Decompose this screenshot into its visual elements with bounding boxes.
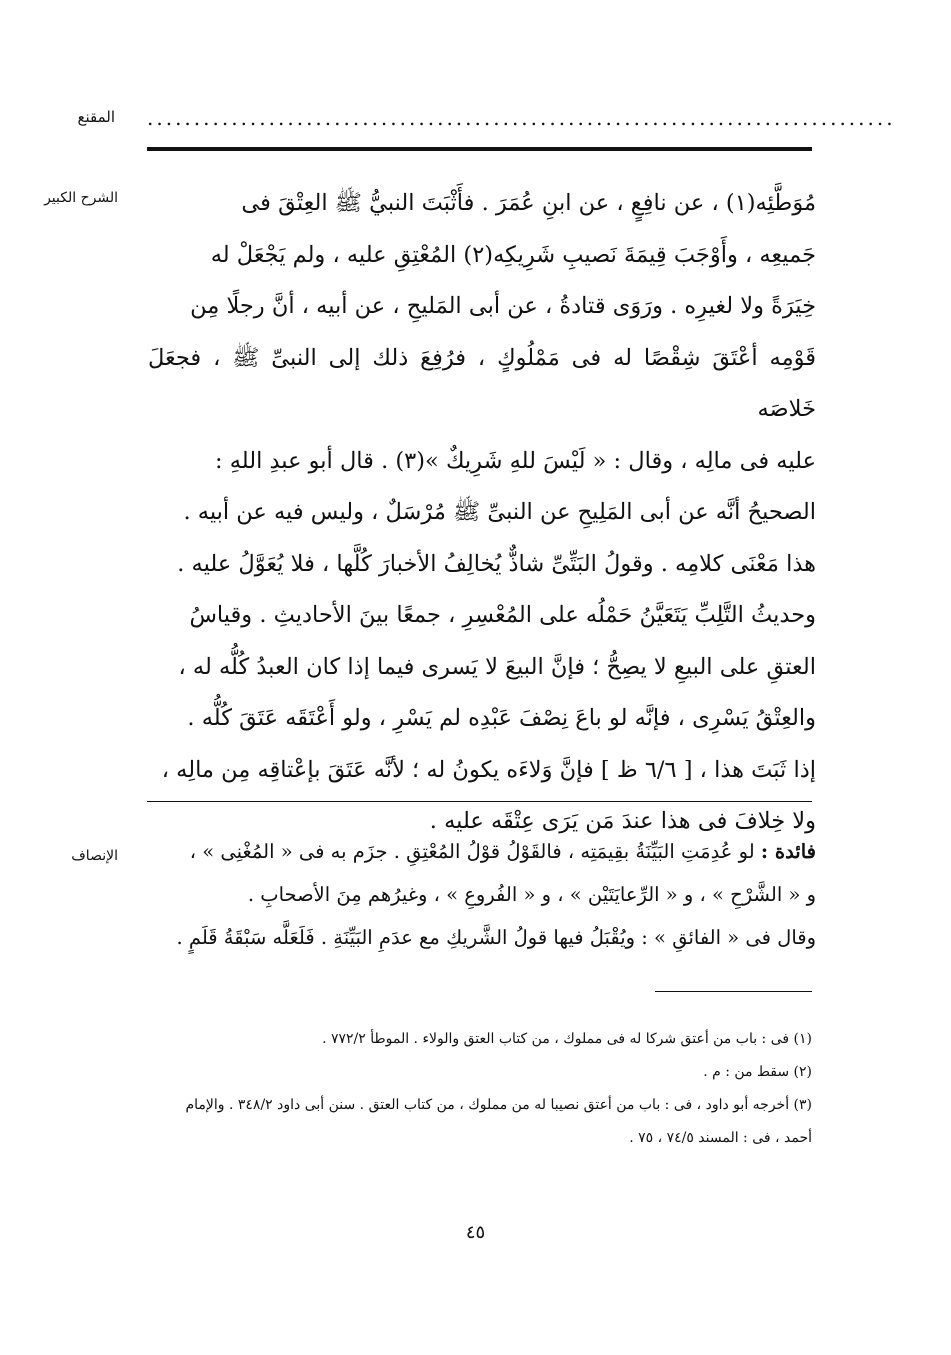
commentary-line: الصحيحُ أنَّه عن أبى المَلِيحِ عن النبىِّ ﷺ مُرْسَلٌ ، وليس فيه عن أبيه . <box>183 499 816 525</box>
commentary-line: عليه فى مالِه ، وقال : « لَيْسَ للهِ شَرِيكٌ »(٣) . قال أبو عبدِ اللهِ : <box>214 447 816 474</box>
insaf-text <box>148 830 816 959</box>
commentary-line: والعِتْقُ يَسْرِى ، فإنَّه لو باعَ نِصْفَ عَبْدِه لم يَسْرِ ، ولو أَعْتَقَه عَتَقَ كُلُّه . <box>187 705 816 731</box>
commentary-line: جَميعِه ، وأَوْجَبَ قِيمَةَ نَصيبِ شَرِيكِه(٢) المُعْتِقِ عليه ، ولم يَجْعَلْ له <box>210 241 816 268</box>
insaf-line-text: لو عُدِمَتِ البَيِّنَةُ بقِيمَتِه ، فالقَوْلُ قوْلُ المُعْتِقِ . جزَم به فى « المُغْنِى » ، <box>189 840 761 863</box>
footnotes <box>140 1023 812 1155</box>
header-rule <box>147 147 812 151</box>
footnote-rule <box>655 991 812 992</box>
commentary-line: إذا ثَبَتَ هذا ، [ ٦/٦ ظ ] فإنَّ وَلاءَه يكونُ له ؛ لأنَّه عَتَقَ بإعْتاقِه مِن مالِه ، <box>161 756 816 783</box>
footnote: أحمد ، فى : المسند ٧٤/٥ ، ٧٥ . <box>629 1130 812 1146</box>
footnote: (٢) سقط من : م . <box>703 1064 812 1080</box>
insaf-line: وقال فى « الفائقِ » : ويُقْبَلُ فيها قولُ الشَّريكِ مع عدَمِ البَيِّنَةِ . فَلَعَلَّه سَبْقَةُ قَلَمٍ . <box>176 926 816 949</box>
commentary-line: قَوْمِه أعْتَقَ شِقْصًا له فى مَمْلُوكٍ ، فرُفِعَ ذلك إلى النبىِّ ﷺ ، فجعَلَ خَلاصَه <box>148 344 816 422</box>
commentary-line: خِيَرَةً ولا لغيرِه . ورَوَى قتادةُ ، عن أبى المَليحِ ، عن أبيه ، أنَّ رجلًا مِن <box>190 293 816 319</box>
insaf-section-label: الإنصاف <box>71 848 118 864</box>
commentary-line: وحديثُ التَّلِبِّ يَتَعَيَّنُ حَمْلُه على المُعْسِرِ ، جمعًا بينَ الأحاديثِ . وقياسُ <box>189 602 816 628</box>
insaf-line <box>148 830 816 873</box>
footnote: (٣) أخرجه أبو داود ، فى : باب من أعتق نصيبا له من مملوك ، من كتاب العتق . سنن أبى داود ٣٤٨/٢ . والإمام <box>185 1097 812 1113</box>
commentary-line: مُوَطَّئِه(١) ، عن نافِعٍ ، عن ابنِ عُمَرَ . فأَثْبَتَ النبيُّ ﷺ العِتْقَ فى <box>241 190 816 216</box>
header-dotted-leader: ................................................................................ <box>147 106 896 130</box>
commentary-line: هذا مَعْنَى كلامِه . وقولُ البَتِّىِّ شاذٌّ يُخالِفُ الأخبارَ كُلَّها ، فلا يُعَوَّلُ عليه . <box>177 550 816 577</box>
commentary-text <box>148 178 816 848</box>
insaf-line: و « الشَّرْحِ » ، و « الرِّعايَتَيْن » ، و « الفُروعِ » ، وغيرُهم مِنَ الأصحابِ . <box>247 883 816 906</box>
commentary-line: ولا خِلافَ فى هذا عندَ مَن يَرَى عِتْقَه عليه . <box>429 808 816 834</box>
commentary-line: العتقِ على البيعِ لا يصِحُّ ؛ فإنَّ البيعَ لا يَسرى فيما إذا كان العبدُ كُلُّه له ، <box>178 653 816 680</box>
footnote: (١) فى : باب من أعتق شركا له فى مملوك ، من كتاب العتق والولاء . الموطأ ٧٧٢/٢ . <box>322 1031 812 1047</box>
book-title: المقنع <box>77 108 115 126</box>
commentary-section-label: الشرح الكبير <box>44 190 118 206</box>
section-divider <box>147 801 812 802</box>
page-number: ٤٥ <box>465 1222 486 1243</box>
fa-ida-keyword: فائدة : <box>760 840 816 863</box>
